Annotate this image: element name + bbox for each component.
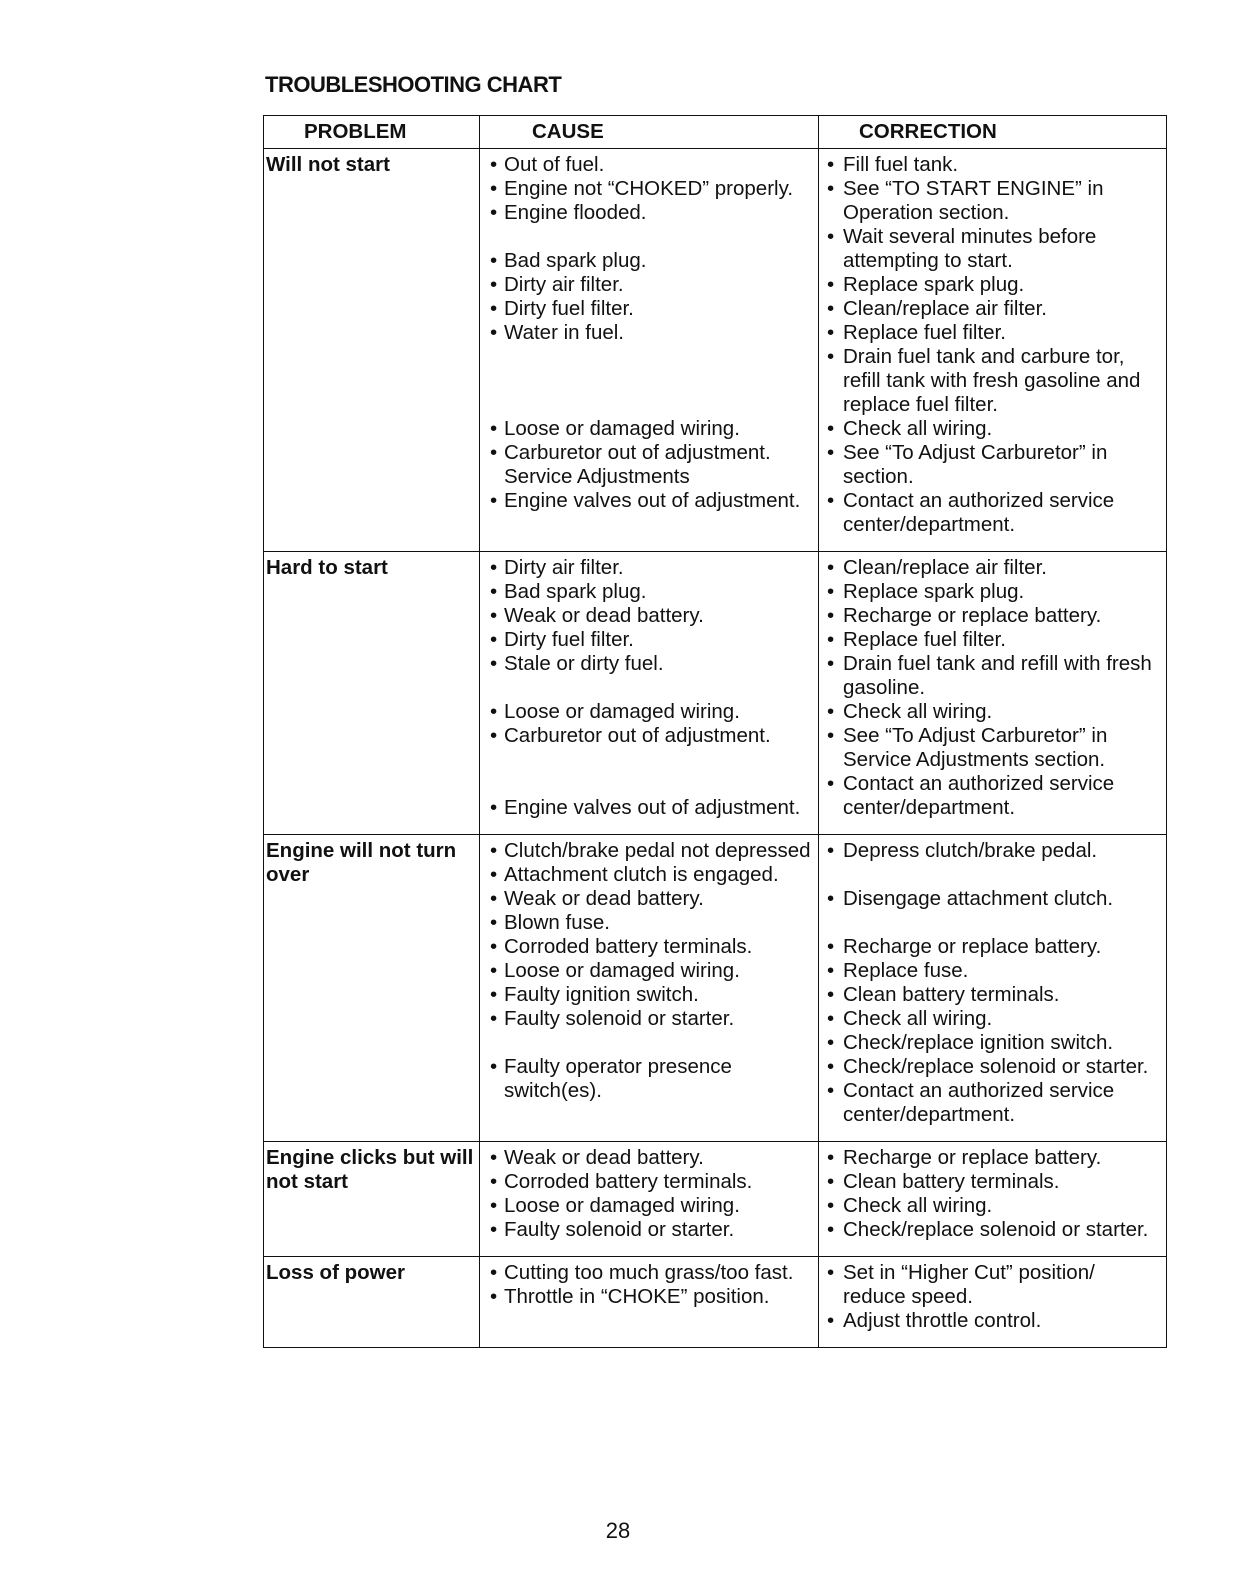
cause-cell xyxy=(480,552,819,835)
correction-item: • Check all wiring. xyxy=(821,1007,1162,1031)
correction-list xyxy=(821,1261,1162,1333)
correction-item: • Recharge or replace battery. xyxy=(821,1146,1162,1170)
correction-item: • Replace fuel filter. xyxy=(821,628,1162,652)
correction-item: • Disengage attachment clutch. xyxy=(821,887,1162,911)
table-row xyxy=(264,1142,1167,1257)
cause-item: • Engine not “CHOKED” properly. xyxy=(482,177,814,201)
correction-item: • Set in “Higher Cut” position/ reduce speed. xyxy=(821,1261,1162,1309)
cause-item: • Weak or dead battery. xyxy=(482,1146,814,1170)
correction-cell xyxy=(819,1142,1167,1257)
cause-list xyxy=(482,556,814,820)
spacer xyxy=(482,225,814,249)
spacer xyxy=(482,393,814,417)
correction-item: • Depress clutch/brake pedal. xyxy=(821,839,1162,863)
correction-item: • Check all wiring. xyxy=(821,700,1162,724)
cause-cell xyxy=(480,1257,819,1348)
cause-item: • Engine valves out of adjustment. xyxy=(482,489,814,513)
correction-item: • Contact an authorized service center/department. xyxy=(821,1079,1162,1127)
table-row xyxy=(264,149,1167,552)
correction-item: • Replace spark plug. xyxy=(821,273,1162,297)
correction-item: • Clean/replace air filter. xyxy=(821,297,1162,321)
correction-item: • See “To Adjust Carburetor” in Service Adjustments section. xyxy=(821,724,1162,772)
cause-cell xyxy=(480,149,819,552)
cause-item: • Faulty solenoid or starter. xyxy=(482,1007,814,1031)
problem-cell: Engine will not turn over xyxy=(264,835,480,1142)
correction-list xyxy=(821,153,1162,537)
column-header-cause: CAUSE xyxy=(480,116,819,149)
correction-item: • Clean battery terminals. xyxy=(821,983,1162,1007)
cause-item: • Clutch/brake pedal not depressed xyxy=(482,839,814,863)
correction-list xyxy=(821,556,1162,820)
correction-item: • Replace fuel filter. xyxy=(821,321,1162,345)
correction-item: • Adjust throttle control. xyxy=(821,1309,1162,1333)
correction-item: • Contact an authorized service center/department. xyxy=(821,772,1162,820)
cause-item: • Corroded battery terminals. xyxy=(482,935,814,959)
cause-item: • Loose or damaged wiring. xyxy=(482,417,814,441)
cause-item: • Water in fuel. xyxy=(482,321,814,345)
cause-item: • Faulty solenoid or starter. xyxy=(482,1218,814,1242)
cause-item: • Engine flooded. xyxy=(482,201,814,225)
problem-cell: Loss of power xyxy=(264,1257,480,1348)
spacer xyxy=(482,748,814,772)
correction-item: • Wait several minutes before attempting to start. xyxy=(821,225,1162,273)
correction-item: • Clean battery terminals. xyxy=(821,1170,1162,1194)
problem-cell: Will not start xyxy=(264,149,480,552)
cause-list xyxy=(482,153,814,513)
cause-item: • Loose or damaged wiring. xyxy=(482,1194,814,1218)
troubleshooting-table xyxy=(263,115,1167,1348)
table-row xyxy=(264,1257,1167,1348)
cause-cell xyxy=(480,1142,819,1257)
cause-item: • Attachment clutch is engaged. xyxy=(482,863,814,887)
table-row xyxy=(264,835,1167,1142)
cause-item: • Stale or dirty fuel. xyxy=(482,652,814,676)
problem-cell: Engine clicks but will not start xyxy=(264,1142,480,1257)
cause-item: • Loose or damaged wiring. xyxy=(482,700,814,724)
spacer xyxy=(482,676,814,700)
cause-item: • Throttle in “CHOKE” position. xyxy=(482,1285,814,1309)
cause-cell xyxy=(480,835,819,1142)
cause-item: • Faulty ignition switch. xyxy=(482,983,814,1007)
page-title: TROUBLESHOOTING CHART xyxy=(265,72,562,97)
column-header-problem: PROBLEM xyxy=(264,116,480,149)
table-row xyxy=(264,552,1167,835)
cause-item: • Bad spark plug. xyxy=(482,580,814,604)
correction-item: • See “To Adjust Carburetor” in section. xyxy=(821,441,1162,489)
cause-list xyxy=(482,839,814,1103)
cause-item: • Blown fuse. xyxy=(482,911,814,935)
cause-item: • Carburetor out of adjustment. xyxy=(482,724,814,748)
correction-item: • Check/replace ignition switch. xyxy=(821,1031,1162,1055)
cause-item: • Dirty air filter. xyxy=(482,556,814,580)
cause-item: • Out of fuel. xyxy=(482,153,814,177)
correction-item: • Drain fuel tank and refill with fresh gasoline. xyxy=(821,652,1162,700)
correction-cell xyxy=(819,149,1167,552)
correction-item: • Clean/replace air filter. xyxy=(821,556,1162,580)
table-header-row xyxy=(264,116,1167,149)
cause-list xyxy=(482,1146,814,1242)
correction-item: • Replace fuse. xyxy=(821,959,1162,983)
correction-list xyxy=(821,1146,1162,1242)
spacer xyxy=(482,772,814,796)
cause-item: • Dirty fuel filter. xyxy=(482,297,814,321)
correction-item: • Replace spark plug. xyxy=(821,580,1162,604)
cause-item: • Engine valves out of adjustment. xyxy=(482,796,814,820)
correction-item: • Check/replace solenoid or starter. xyxy=(821,1218,1162,1242)
correction-item: • Check/replace solenoid or starter. xyxy=(821,1055,1162,1079)
correction-item: • See “TO START ENGINE” in Operation section. xyxy=(821,177,1162,225)
cause-item: • Carburetor out of adjustment. Service Adjustments xyxy=(482,441,814,489)
correction-item: • Recharge or replace battery. xyxy=(821,935,1162,959)
correction-item: • Fill fuel tank. xyxy=(821,153,1162,177)
correction-list xyxy=(821,839,1162,1127)
correction-item: • Drain fuel tank and carbure tor, refill tank with fresh gasoline and replace fuel filter. xyxy=(821,345,1162,417)
correction-item: • Check all wiring. xyxy=(821,1194,1162,1218)
cause-item: • Bad spark plug. xyxy=(482,249,814,273)
cause-item: • Faulty operator presence switch(es). xyxy=(482,1055,814,1103)
cause-item: • Cutting too much grass/too fast. xyxy=(482,1261,814,1285)
cause-item: • Weak or dead battery. xyxy=(482,604,814,628)
cause-item: • Dirty fuel filter. xyxy=(482,628,814,652)
spacer xyxy=(482,369,814,393)
correction-item: • Contact an authorized service center/department. xyxy=(821,489,1162,537)
spacer xyxy=(821,863,1162,887)
cause-list xyxy=(482,1261,814,1309)
cause-item: • Weak or dead battery. xyxy=(482,887,814,911)
correction-cell xyxy=(819,552,1167,835)
spacer xyxy=(482,345,814,369)
correction-cell xyxy=(819,835,1167,1142)
column-header-correction: CORRECTION xyxy=(819,116,1167,149)
spacer xyxy=(482,1031,814,1055)
correction-item: • Check all wiring. xyxy=(821,417,1162,441)
correction-item: • Recharge or replace battery. xyxy=(821,604,1162,628)
cause-item: • Dirty air filter. xyxy=(482,273,814,297)
correction-cell xyxy=(819,1257,1167,1348)
problem-cell: Hard to start xyxy=(264,552,480,835)
cause-item: • Corroded battery terminals. xyxy=(482,1170,814,1194)
cause-item: • Loose or damaged wiring. xyxy=(482,959,814,983)
page-number: 28 xyxy=(605,1518,631,1543)
spacer xyxy=(821,911,1162,935)
table-body xyxy=(264,149,1167,1348)
